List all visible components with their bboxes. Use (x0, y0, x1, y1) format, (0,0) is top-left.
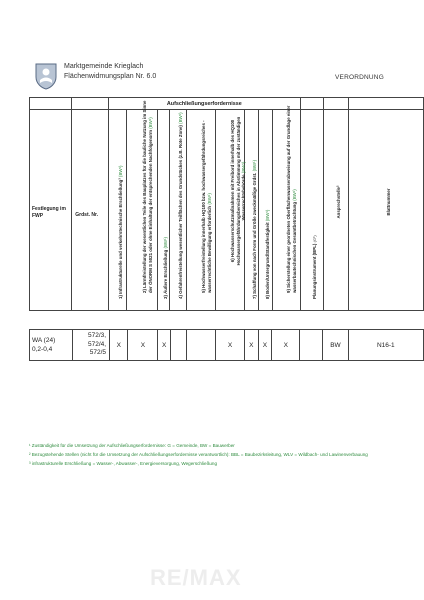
requirement-8-header: 8) Boden/Untergrund/Standfestigkeit (BW¹) (258, 110, 272, 311)
column-header-ansprechstelle: Ansprechstelle² (323, 110, 348, 311)
footnote-1: ¹ Zuständigkeit für die Umsetzung der Aufschließungserfordernisse: G = Gemeinde, BW = Bauwerber (29, 443, 235, 448)
header-blank-cell (72, 98, 109, 110)
requirements-header-table (29, 97, 424, 311)
requirement-8-mark: X (258, 330, 272, 361)
zone-cell: WA (24) 0,2-0,4 (30, 330, 73, 361)
footnotes (29, 442, 399, 469)
table-row (30, 330, 424, 361)
header-blank-cell (30, 98, 72, 110)
column-header-festlegung: Festlegung im FWP (30, 110, 72, 311)
requirement-1-header: 1) Infrastrukturelle und verkehrstechnische Erschließung³ (BW¹) (108, 110, 127, 311)
planung-cell (300, 330, 323, 361)
requirement-3-header: 3) Äußere Erschließung (BW¹) (157, 110, 170, 311)
requirement-7-header: 7) Schaffung von nach Form und Größe zweckmäßige Grdst. (BW¹) (245, 110, 259, 311)
requirement-5-header: 5) Hochwasserfreistellung innerhalb HQ100 bzw. hochwassergefährdungsreiches - wasserrechtliche Bewilligung erforderlich (BW¹) (186, 110, 215, 311)
requirements-data-table (29, 329, 424, 361)
plan-name: Flächenwidmungsplan Nr. 6.0 (64, 73, 157, 80)
document-type: VERORDNUNG (335, 74, 384, 81)
column-header-planung: Planungsinstrument (BPL) (G¹) (300, 110, 323, 311)
requirement-1-mark: X (110, 330, 128, 361)
requirement-7-mark: X (245, 330, 259, 361)
column-header-blattnummer: Blattnummer (348, 110, 423, 311)
requirement-2-mark: X (128, 330, 158, 361)
requirement-3-mark: X (158, 330, 171, 361)
requirement-9-header: 9) Sicherstellung einer geordneten Oberflächenwasserabweisung auf der Grundlage einer wasserbautechnischen Gesamtbetrachtung (BW¹) (272, 110, 300, 311)
requirement-5-mark (187, 330, 216, 361)
blattnummer-cell: N16-1 (348, 330, 423, 361)
requirement-6-header: 6) Hochwasserschutzmaßnahmen mit Freibord innerhalb des HQ100 Hochwassergefährdungsbereiches in Abstimmung mit der zuständigen Wasserrechtsbehörde (BW¹) (216, 110, 245, 311)
ansprechstelle-cell: BW (323, 330, 348, 361)
parcel-cell: 572/3, 572/4, 572/5 (72, 330, 109, 361)
remax-watermark: RE/MAX (150, 565, 242, 590)
footnote-3: ³ infrastrukturelle Erschließung = Wasser-, Abwasser-, Energieversorgung, Wegerschließung (29, 461, 218, 467)
requirement-4-header: 4) Gefahrenfreistellung wesentlicher Teilflächen des Grundstückes (z.B. Rote Zone) (BW¹) (170, 110, 187, 311)
footnote-2: ² Bezugstehende Stellen (nicht für die Umsetzung der Aufschließungserfordernisse verantwortlich): BBL = Baubezirksleitung, WLV = Wildbach- und Lawinenverbauung (29, 452, 368, 458)
requirement-2-header: 2) Lärmfreistellung der wesentlichen Teile des Bauplatzes für die bauliche Nutzung im Sinne der ÖNORM S 5021 oder ohne Einhaltung der entsprechenden Nachfolgenorm (BW¹) (127, 110, 157, 311)
municipality-crest-icon (34, 62, 58, 90)
requirement-6-mark: X (216, 330, 245, 361)
requirement-4-mark (171, 330, 187, 361)
municipality-name: Marktgemeinde Krieglach (64, 63, 144, 70)
column-header-grdst: Grdst. Nr. (72, 110, 109, 311)
requirement-9-mark: X (272, 330, 300, 361)
group-header-aufschliessung: Aufschließungserfordernisse (108, 98, 300, 110)
